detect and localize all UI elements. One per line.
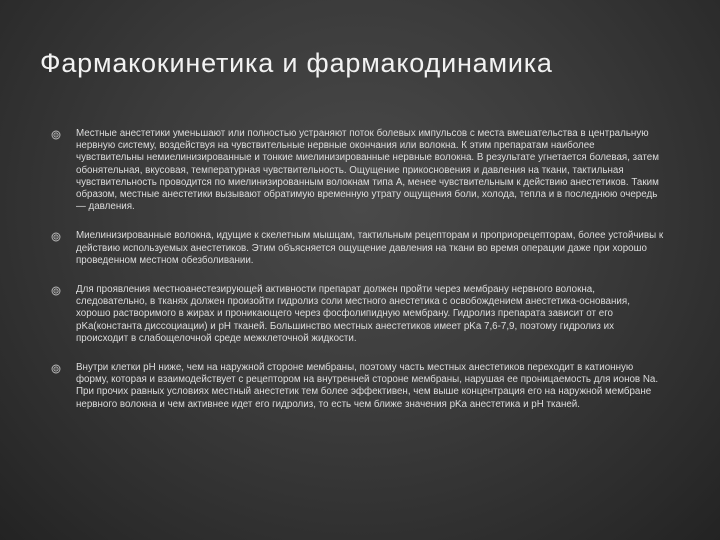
- target-bullet-icon: [51, 130, 61, 140]
- bullet-item: [46, 230, 664, 267]
- slide-title: Фармакокинетика и фармакодинамика: [40, 48, 553, 78]
- target-bullet-icon: [51, 232, 61, 242]
- bullet-text: Миелинизированные волокна, идущие к скелетным мышцам, тактильным рецепторам и проприорецепторам, более устойчивы к действию используемых анестетиков. Этим объясняется ощущение давления на ткани во время операции даже при хорошо проведенном местном обезболивании.: [76, 230, 664, 266]
- target-bullet-icon: [51, 364, 61, 374]
- bullet-text: Для проявления местноанестезирующей активности препарат должен пройти через мембрану нервного волокна, следовательно, в тканях должен произойти гидролиз соли местного анестетика с освобождением анестетика-основания, хорошо растворимого в жирах и проникающего через фосфолипидную мембрану. Гидролиз препарата зависит от его pKa(константа диссоциации) и pH тканей. Большинство местных анестетиков имеет pKa 7,6-7,9, поэтому гидролиз их происходит в слабощелочной среде межклеточной жидкости.: [76, 284, 630, 344]
- target-bullet-icon: [51, 286, 61, 296]
- bullet-text: Внутри клетки pH ниже, чем на наружной стороне мембраны, поэтому часть местных анестетиков переходит в катионную форму, которая и взаимодействует с рецептором на внутренней стороне мембраны, нарушая ее проницаемость для ионов Na. При прочих равных условиях местный анестетик тем более эффективен, чем выше концентрация его на наружной мембране нервного волокна и чем активнее идет его гидролиз, то есть чем ближе значения pKa анестетика и pH тканей.: [76, 362, 659, 410]
- bullet-list: [46, 128, 664, 428]
- bullet-item: [46, 362, 664, 411]
- bullet-text: Местные анестетики уменьшают или полностью устраняют поток болевых импульсов с места вмешательства в центральную нервную систему, воздействуя на чувствительные нервные окончания или волокна. К этим препаратам наиболее чувствительны немиелинизированные и тонкие миелинизированные нервные волокна. В результате угнетается болевая, затем обонятельная, вкусовая, температурная чувствительность. Ощущение прикосновения и давления на ткани, тактильная чувствительность проводится по миелинизированным волокнам типа А, менее чувствительным к действию анестетиков. Таким образом, местные анестетики вызывают обратимую временную утрату ощущения боли, холода, тепла и в последнюю очередь — давления.: [76, 128, 659, 213]
- bullet-item: [46, 284, 664, 345]
- bullet-item: [46, 128, 664, 213]
